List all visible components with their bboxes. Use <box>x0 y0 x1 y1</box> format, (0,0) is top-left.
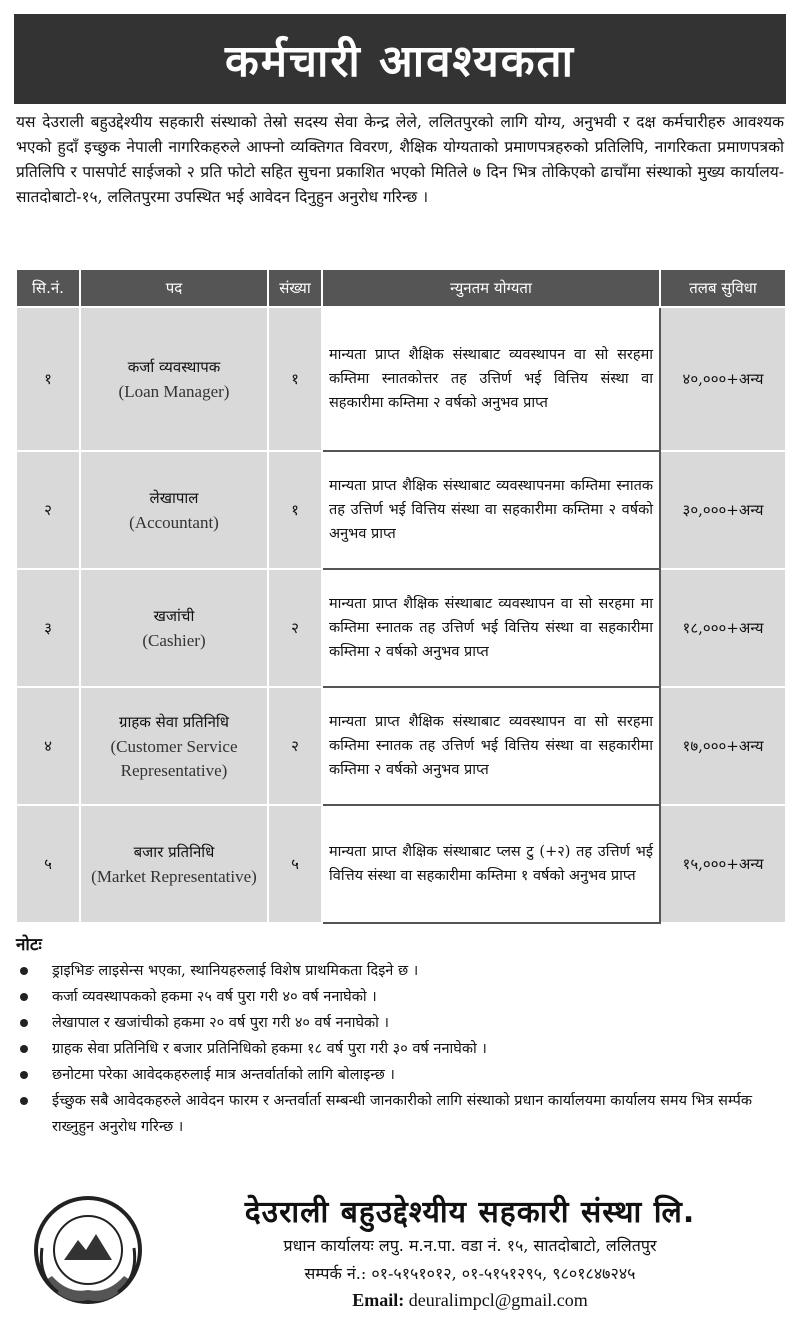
bullet-icon <box>20 1045 28 1053</box>
row-count: २ <box>268 569 322 687</box>
table-row <box>16 307 786 451</box>
row-qualification: मान्यता प्राप्त शैक्षिक संस्थाबाट व्यवस्थापन वा सो सरहमा कम्तिमा स्नातक तह उत्तिर्ण भई वित्तिय संस्था वा सहकारीमा कम्तिमा २ वर्षको अनुभव प्राप्त <box>322 687 660 805</box>
org-name: देउराली बहुउद्देश्यीय सहकारी संस्था लि. <box>244 1195 696 1230</box>
header-post: पद <box>80 269 268 307</box>
post-np: कर्जा व्यवस्थापक <box>127 358 221 376</box>
bullet-icon <box>20 967 28 975</box>
table-row <box>16 569 786 687</box>
org-phone: सम्पर्क नं.: ०१-५१५१०१२, ०१-५१५१२९५, ९८०१८४७२४५ <box>304 1264 636 1283</box>
table-row <box>16 687 786 805</box>
post-en: (Loan Manager) <box>118 382 230 401</box>
notes-title: नोटः <box>16 935 42 955</box>
intro-paragraph: यस देउराली बहुउद्देश्यीय सहकारी संस्थाको तेस्रो सदस्य सेवा केन्द्र लेले, ललितपुरको लागि योग्य, अनुभवी र दक्ष कर्मचारीहरु आवश्यक भएको हुदाँ इच्छुक नेपाली नागरिकहरुले आफ्नो व्यक्तिगत विवरण, शैक्षिक योग्यताको प्रमाणपत्रहरुको प्रतिलिपि, नागरिकता प्रमाणपत्रको प्रतिलिपि र पासपोर्ट साईजको २ प्रति फोटो सहित सुचना प्रकाशित भएको मितिले ७ दिन भित्र तोकिएको ढाचाँमा संस्थाको मुख्य कार्यालय-सातदोबाटो-१५, ललितपुरमा उपस्थित भई आवेदन दिनुहुन अनुरोध गरिन्छ । <box>16 113 784 206</box>
row-salary: १५,०००+अन्य <box>660 805 786 923</box>
list-item: ग्राहक सेवा प्रतिनिधि र बजार प्रतिनिधिको हकमा १८ वर्ष पुरा गरी ३० वर्ष ननाघेको । <box>16 1036 786 1062</box>
row-qualification: मान्यता प्राप्त शैक्षिक संस्थाबाट व्यवस्थापनमा कम्तिमा स्नातक तह उत्तिर्ण भई वित्तिय संस्था वा सहकारीमा कम्तिमा २ वर्षको अनुभव प्राप्त <box>322 451 660 569</box>
row-qualification: मान्यता प्राप्त शैक्षिक संस्थाबाट व्यवस्थापन वा सो सरहमा कम्तिमा स्नातकोत्तर तह उत्तिर्ण भई वित्तिय संस्था वा सहकारीमा कम्तिमा २ वर्षको अनुभव प्राप्त <box>322 307 660 451</box>
row-qualification: मान्यता प्राप्त शैक्षिक संस्थाबाट व्यवस्थापन वा सो सरहमा मा कम्तिमा स्नातक तह उत्तिर्ण भई वित्तिय संस्था वा सहकारीमा कम्तिमा २ वर्षको अनुभव प्राप्त <box>322 569 660 687</box>
vacancy-table <box>15 268 787 924</box>
header-qualification: न्युनतम योग्यता <box>322 269 660 307</box>
post-np: बजार प्रतिनिधि <box>133 843 215 861</box>
list-item: ड्राइभिङ लाइसेन्स भएका, स्थानियहरुलाई विशेष प्राथमिकता दिइने छ । <box>16 958 786 984</box>
row-count: ५ <box>268 805 322 923</box>
table-header-row <box>16 269 786 307</box>
row-post <box>80 569 268 687</box>
row-sn: ५ <box>16 805 80 923</box>
header-sn: सि.नं. <box>16 269 80 307</box>
bullet-icon <box>20 993 28 1001</box>
row-salary: १८,०००+अन्य <box>660 569 786 687</box>
row-post <box>80 687 268 805</box>
list-item: कर्जा व्यवस्थापकको हकमा २५ वर्ष पुरा गरी ४० वर्ष ननाघेको । <box>16 984 786 1010</box>
row-salary: १७,०००+अन्य <box>660 687 786 805</box>
post-en: (Accountant) <box>129 513 219 532</box>
row-salary: ३०,०००+अन्य <box>660 451 786 569</box>
row-sn: १ <box>16 307 80 451</box>
post-np: खजांची <box>153 607 195 625</box>
row-count: २ <box>268 687 322 805</box>
post-np: लेखापाल <box>149 489 199 507</box>
header-salary: तलब सुविधा <box>660 269 786 307</box>
row-post <box>80 307 268 451</box>
table-row <box>16 805 786 923</box>
email-label: Email: <box>352 1290 405 1310</box>
row-sn: २ <box>16 451 80 569</box>
email-link[interactable]: deuralimpcl@gmail.com <box>408 1290 588 1310</box>
row-sn: ३ <box>16 569 80 687</box>
list-item: छनोटमा परेका आवेदकहरुलाई मात्र अन्तर्वार्ताको लागि बोलाइन्छ । <box>16 1062 786 1088</box>
row-count: १ <box>268 451 322 569</box>
bullet-icon <box>20 1097 28 1105</box>
org-address: प्रधान कार्यालयः लपु. म.न.पा. वडा नं. १५, सातदोबाटो, ललितपुर <box>283 1236 657 1255</box>
post-np: ग्राहक सेवा प्रतिनिधि <box>118 713 230 731</box>
list-item: ईच्छुक सबै आवेदकहरुले आवेदन फारम र अन्तर्वार्ता सम्बन्धी जानकारीको लागि संस्थाको प्रधान कार्यालयमा कार्यालय समय भित्र सर्म्पक राख्नुहुन अनुरोध गरिन्छ । <box>16 1088 786 1140</box>
org-email-line <box>160 1290 780 1311</box>
table-row <box>16 451 786 569</box>
row-sn: ४ <box>16 687 80 805</box>
row-post <box>80 805 268 923</box>
post-en: (Market Representative) <box>91 867 257 886</box>
post-en: (Customer Service Representative) <box>110 737 238 780</box>
notes-list <box>16 958 786 1140</box>
bullet-icon <box>20 1019 28 1027</box>
bullet-icon <box>20 1071 28 1079</box>
row-salary: ४०,०००+अन्य <box>660 307 786 451</box>
row-count: १ <box>268 307 322 451</box>
header-count: संख्या <box>268 269 322 307</box>
list-item: लेखापाल र खजांचीको हकमा २० वर्ष पुरा गरी ४० वर्ष ननाघेको । <box>16 1010 786 1036</box>
row-post <box>80 451 268 569</box>
page-title: कर्मचारी आवश्यकता <box>14 14 786 104</box>
row-qualification: मान्यता प्राप्त शैक्षिक संस्थाबाट प्लस टु (+२) तह उत्तिर्ण भई वित्तिय संस्था वा सहकारीमा कम्तिमा १ वर्षको अनुभव प्राप्त <box>322 805 660 923</box>
post-en: (Cashier) <box>142 631 206 650</box>
cooperative-logo-icon <box>24 1188 152 1316</box>
